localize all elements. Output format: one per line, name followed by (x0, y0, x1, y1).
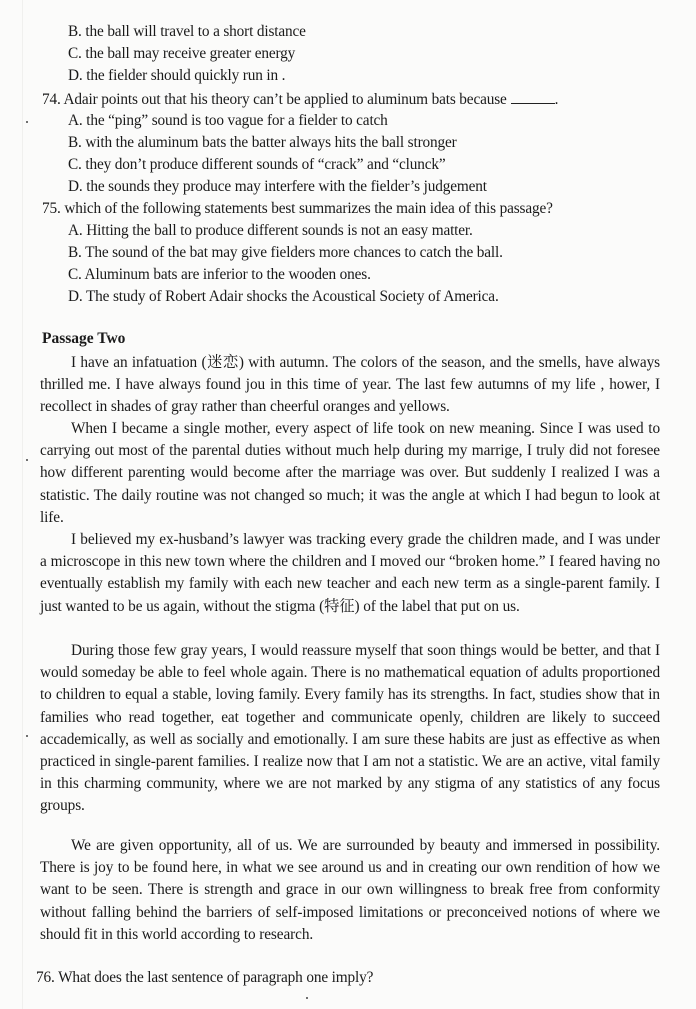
passage-paragraph-1: I have an infatuation (迷恋) with autumn. The colors of the season, and the smells, have always thrilled me. I have always found jou in this time of year. The last few autumns of my life , hower, I recollect in shades of gray rather than cheerful oranges and yellows. (40, 354, 660, 416)
scan-speck (26, 459, 28, 461)
passage-paragraph-4: During those few gray years, I would reassure myself that soon things would be better, and that I would someday be able to feel whole again. There is no mathematical equation of adults proportioned to children to equal a stable, loving family. Every family has its strengths. In fact, studies show that in families who read together, eat together and communicate openly, children are likely to succeed accademically, as well as socially and emotionally. I am sure these habits are just as effective as when practiced in single-parent families. I realize now that I am not a statistic. We are an active, vital family in this charming community, where we are not marked by any stigma of any statistics of any focus groups. (40, 642, 660, 815)
q75-option-d: D. The study of Robert Adair shocks the Acoustical Society of America. (68, 288, 499, 305)
q76-stem: 76. What does the last sentence of paragraph one imply? (36, 969, 374, 986)
q73-option-c: C. the ball may receive greater energy (68, 45, 296, 62)
q74-option-d: D. the sounds they produce may interfere with the fielder’s judgement (68, 178, 487, 195)
q73-option-b: B. the ball will travel to a short distance (68, 23, 306, 40)
q74-stem-text: 74. Adair points out that his theory can’t be applied to aluminum bats because (42, 91, 507, 108)
answer-blank (511, 89, 555, 104)
scan-speck (26, 121, 28, 123)
scan-speck (26, 735, 28, 737)
q74-option-b: B. with the aluminum bats the batter always hits the ball stronger (68, 134, 457, 151)
passage-two-heading: Passage Two (42, 330, 126, 347)
q74-stem (42, 89, 558, 110)
q75-option-c: C. Aluminum bats are inferior to the wooden ones. (68, 266, 371, 283)
q75-stem: 75. which of the following statements best summarizes the main idea of this passage? (42, 200, 553, 217)
q74-option-a: A. the “ping” sound is too vague for a fielder to catch (68, 112, 388, 129)
q74-option-c: C. they don’t produce different sounds of “crack” and “clunck” (68, 156, 446, 173)
q75-option-a: A. Hitting the ball to produce different sounds is not an easy matter. (68, 222, 473, 239)
scan-margin-line (22, 0, 23, 1009)
q75-option-b: B. The sound of the bat may give fielders more chances to catch the ball. (68, 244, 503, 261)
q74-stem-suffix: . (554, 91, 559, 108)
q73-option-d: D. the fielder should quickly run in . (68, 67, 286, 84)
passage-paragraph-2: When I became a single mother, every aspect of life took on new meaning. Since I was used to carrying out most of the parental duties without much help during my marrige, I truly did not foresee how different parenting would become after the marriage was over. But suddenly I realized I was a statistic. The daily routine was not changed so much; it was the angle at which I had begun to look at life. (40, 420, 660, 526)
scan-speck (306, 997, 308, 999)
passage-paragraph-5: We are given opportunity, all of us. We are surrounded by beauty and immersed in possibility. There is joy to be found here, in what we see around us and in creating our own rendition of how we want to be seen. There is strength and grace in our own willingness to break free from conformity without falling behind the barriers of self-imposed limitations or preconceived notions of where we should fit in this world according to research. (40, 837, 660, 943)
passage-paragraph-3: I believed my ex-husband’s lawyer was tracking every grade the children made, and I was under a microscope in this new town where the children and I moved our “broken home.” I feared having no eventually establish my family with each new teacher and each new term as a single-parent family. I just wanted to be us again, without the stigma (特征) of the label that put on us. (40, 531, 660, 615)
